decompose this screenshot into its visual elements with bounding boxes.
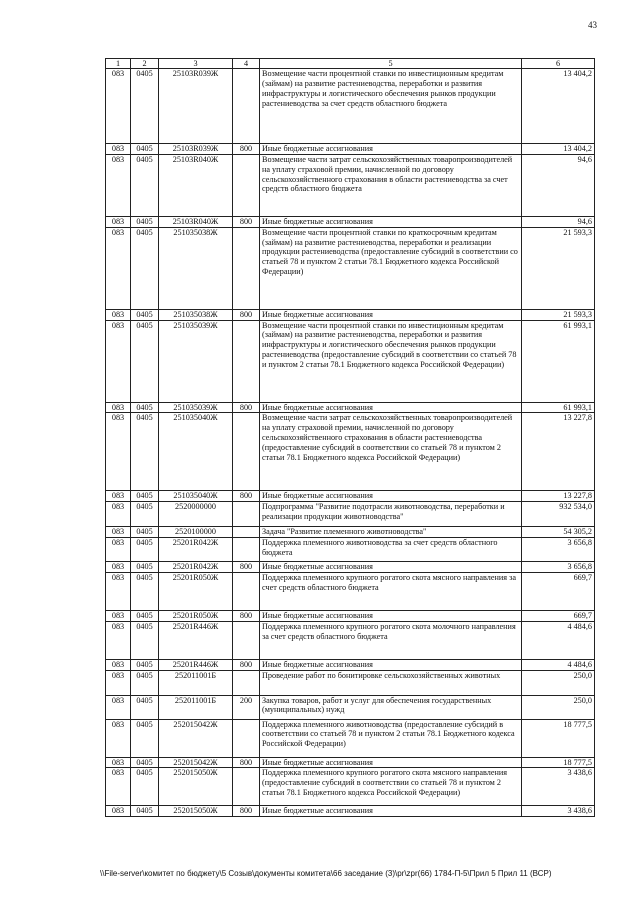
cell-description: Поддержка племенного животноводства (предоставление субсидий в соответствии со статьей 78 и пунктом 2 статьи 78.1 Бюджетного кодекса Российской Федерации) (260, 719, 522, 757)
cell-expense-type: 800 (233, 144, 260, 155)
cell-ministry-code: 083 (106, 806, 131, 817)
table-row (106, 562, 595, 573)
cell-section-code: 0405 (131, 320, 159, 402)
cell-description: Поддержка племенного крупного рогатого скота мясного направления (предоставление субсидий в соответствии со статьей 78 и пунктом 2 статьи 78.1 Бюджетного кодекса Российской Федерации) (260, 768, 522, 806)
cell-target-code: 25103R040Ж (159, 154, 233, 216)
cell-amount: 61 993,1 (522, 320, 595, 402)
table-row (106, 154, 595, 216)
cell-ministry-code: 083 (106, 154, 131, 216)
column-header: 3 (159, 59, 233, 69)
cell-target-code: 252015042Ж (159, 757, 233, 768)
cell-description: Поддержка племенного крупного рогатого скота мясного направления за счет средств областного бюджета (260, 572, 522, 610)
cell-target-code: 25201R050Ж (159, 572, 233, 610)
cell-section-code: 0405 (131, 757, 159, 768)
table-row (106, 216, 595, 227)
cell-amount: 61 993,1 (522, 402, 595, 413)
page-number: 43 (588, 20, 597, 30)
cell-ministry-code: 083 (106, 538, 131, 562)
cell-ministry-code: 083 (106, 621, 131, 659)
table-row (106, 670, 595, 695)
table-row (106, 695, 595, 719)
cell-expense-type: 800 (233, 562, 260, 573)
cell-section-code: 0405 (131, 768, 159, 806)
column-header: 2 (131, 59, 159, 69)
cell-ministry-code: 083 (106, 227, 131, 309)
budget-table (105, 58, 595, 817)
cell-section-code: 0405 (131, 719, 159, 757)
cell-amount: 250,0 (522, 695, 595, 719)
cell-amount: 669,7 (522, 610, 595, 621)
cell-expense-type: 200 (233, 695, 260, 719)
cell-section-code: 0405 (131, 402, 159, 413)
cell-target-code: 251035038Ж (159, 227, 233, 309)
cell-section-code: 0405 (131, 144, 159, 155)
cell-ministry-code: 083 (106, 527, 131, 538)
cell-expense-type: 800 (233, 491, 260, 502)
cell-section-code: 0405 (131, 69, 159, 144)
cell-description: Иные бюджетные ассигнования (260, 610, 522, 621)
cell-target-code: 25201R446Ж (159, 621, 233, 659)
cell-description: Иные бюджетные ассигнования (260, 144, 522, 155)
cell-section-code: 0405 (131, 538, 159, 562)
cell-description: Иные бюджетные ассигнования (260, 402, 522, 413)
cell-expense-type: 800 (233, 659, 260, 670)
cell-description: Иные бюджетные ассигнования (260, 491, 522, 502)
cell-section-code: 0405 (131, 610, 159, 621)
cell-target-code: 2520100000 (159, 527, 233, 538)
cell-target-code: 25103R039Ж (159, 144, 233, 155)
cell-amount: 21 593,3 (522, 227, 595, 309)
cell-section-code: 0405 (131, 670, 159, 695)
cell-description: Иные бюджетные ассигнования (260, 806, 522, 817)
table-row (106, 413, 595, 491)
table-row (106, 144, 595, 155)
cell-ministry-code: 083 (106, 562, 131, 573)
cell-expense-type: 800 (233, 757, 260, 768)
cell-description: Возмещение части затрат сельскохозяйственных товаропроизводителей на уплату страховой премии, начисленной по договору сельскохозяйственного страхования в области растениеводства за счет средств областного бюджета (260, 154, 522, 216)
cell-expense-type (233, 502, 260, 527)
cell-amount: 54 305,2 (522, 527, 595, 538)
cell-description: Возмещение части затрат сельскохозяйственных товаропроизводителей на уплату страховой премии, начисленной по договору сельскохозяйственного страхования в области растениеводства (предоставление субсидий в соответствии со статьей 78 и пунктом 2 статьи 78.1 Бюджетного кодекса Российской Федерации) (260, 413, 522, 491)
table-row (106, 757, 595, 768)
cell-expense-type: 800 (233, 309, 260, 320)
cell-section-code: 0405 (131, 695, 159, 719)
cell-target-code: 2520000000 (159, 502, 233, 527)
cell-target-code: 25201R042Ж (159, 538, 233, 562)
cell-ministry-code: 083 (106, 610, 131, 621)
cell-target-code: 25201R042Ж (159, 562, 233, 573)
cell-expense-type (233, 413, 260, 491)
cell-amount: 18 777,5 (522, 719, 595, 757)
cell-section-code: 0405 (131, 806, 159, 817)
table-header-row (106, 59, 595, 69)
cell-ministry-code: 083 (106, 402, 131, 413)
cell-amount: 3 438,6 (522, 768, 595, 806)
cell-section-code: 0405 (131, 659, 159, 670)
cell-ministry-code: 083 (106, 768, 131, 806)
column-header: 1 (106, 59, 131, 69)
table-row (106, 806, 595, 817)
cell-amount: 3 656,8 (522, 562, 595, 573)
cell-amount: 13 227,8 (522, 491, 595, 502)
cell-amount: 13 227,8 (522, 413, 595, 491)
cell-target-code: 251035039Ж (159, 402, 233, 413)
cell-section-code: 0405 (131, 154, 159, 216)
cell-target-code: 25201R446Ж (159, 659, 233, 670)
cell-target-code: 252015042Ж (159, 719, 233, 757)
table-row (106, 621, 595, 659)
cell-expense-type: 800 (233, 610, 260, 621)
cell-target-code: 251035039Ж (159, 320, 233, 402)
cell-expense-type (233, 572, 260, 610)
cell-amount: 250,0 (522, 670, 595, 695)
cell-ministry-code: 083 (106, 670, 131, 695)
cell-target-code: 252011001Б (159, 695, 233, 719)
cell-description: Поддержка племенного крупного рогатого скота молочного направления за счет средств областного бюджета (260, 621, 522, 659)
table-row (106, 572, 595, 610)
cell-target-code: 25201R050Ж (159, 610, 233, 621)
cell-expense-type: 800 (233, 402, 260, 413)
cell-amount: 4 484,6 (522, 621, 595, 659)
cell-expense-type: 800 (233, 216, 260, 227)
cell-ministry-code: 083 (106, 69, 131, 144)
cell-section-code: 0405 (131, 527, 159, 538)
cell-ministry-code: 083 (106, 309, 131, 320)
table-row (106, 610, 595, 621)
column-header: 5 (260, 59, 522, 69)
cell-ministry-code: 083 (106, 216, 131, 227)
cell-ministry-code: 083 (106, 757, 131, 768)
table-row (106, 659, 595, 670)
cell-description: Подпрограмма "Развитие подотрасли животноводства, переработки и реализации продукции животноводства" (260, 502, 522, 527)
cell-expense-type (233, 670, 260, 695)
cell-section-code: 0405 (131, 491, 159, 502)
column-header: 4 (233, 59, 260, 69)
cell-expense-type (233, 227, 260, 309)
cell-section-code: 0405 (131, 562, 159, 573)
cell-description: Задача "Развитие племенного животноводства" (260, 527, 522, 538)
cell-target-code: 252015050Ж (159, 806, 233, 817)
cell-ministry-code: 083 (106, 320, 131, 402)
cell-expense-type (233, 527, 260, 538)
cell-target-code: 252015050Ж (159, 768, 233, 806)
column-header: 6 (522, 59, 595, 69)
cell-target-code: 251035038Ж (159, 309, 233, 320)
cell-target-code: 251035040Ж (159, 413, 233, 491)
table-row (106, 527, 595, 538)
cell-expense-type (233, 69, 260, 144)
cell-section-code: 0405 (131, 227, 159, 309)
table-row (106, 491, 595, 502)
table-row (106, 69, 595, 144)
table-row (106, 402, 595, 413)
cell-expense-type (233, 538, 260, 562)
cell-target-code: 25103R040Ж (159, 216, 233, 227)
cell-amount: 13 404,2 (522, 69, 595, 144)
cell-ministry-code: 083 (106, 502, 131, 527)
table-row (106, 768, 595, 806)
cell-expense-type (233, 320, 260, 402)
cell-ministry-code: 083 (106, 695, 131, 719)
cell-section-code: 0405 (131, 502, 159, 527)
cell-section-code: 0405 (131, 309, 159, 320)
cell-amount: 3 438,6 (522, 806, 595, 817)
cell-description: Поддержка племенного животноводства за счет средств областного бюджета (260, 538, 522, 562)
table-row (106, 320, 595, 402)
cell-target-code: 252011001Б (159, 670, 233, 695)
table-row (106, 309, 595, 320)
footer-file-path: \\File-server\комитет по бюджету\5 Созыв\документы комитета\66 заседание (3)\pr\zpr(66) 1784-П-5\Прил 5 Прил 11 (ВСР) (100, 869, 552, 878)
cell-target-code: 251035040Ж (159, 491, 233, 502)
cell-amount: 18 777,5 (522, 757, 595, 768)
cell-description: Иные бюджетные ассигнования (260, 659, 522, 670)
cell-amount: 94,6 (522, 216, 595, 227)
cell-description: Возмещение части процентной ставки по инвестиционным кредитам (займам) на развитие растениеводства, переработки и развития инфраструктуры и логистического обеспечения рынков продукции растениеводства (предоставление субсидий в соответствии со статьей 78 и пунктом 2 статьи 78.1 Бюджетного кодекса Российской Федерации) (260, 320, 522, 402)
table-row (106, 538, 595, 562)
cell-section-code: 0405 (131, 621, 159, 659)
cell-description: Иные бюджетные ассигнования (260, 216, 522, 227)
cell-ministry-code: 083 (106, 144, 131, 155)
cell-target-code: 25103R039Ж (159, 69, 233, 144)
cell-section-code: 0405 (131, 572, 159, 610)
cell-amount: 932 534,0 (522, 502, 595, 527)
cell-amount: 94,6 (522, 154, 595, 216)
cell-amount: 4 484,6 (522, 659, 595, 670)
cell-amount: 13 404,2 (522, 144, 595, 155)
table-row (106, 227, 595, 309)
cell-amount: 3 656,8 (522, 538, 595, 562)
cell-description: Возмещение части процентной ставки по инвестиционным кредитам (займам) на развитие растениеводства, переработки и развития инфраструктуры и логистического обеспечения рынков продукции растениеводства за счет средств областного бюджета (260, 69, 522, 144)
table-row (106, 502, 595, 527)
cell-expense-type (233, 719, 260, 757)
cell-amount: 669,7 (522, 572, 595, 610)
cell-description: Возмещение части процентной ставки по краткосрочным кредитам (займам) на развитие растениеводства, переработки и реализации продукции растениеводства (предоставление субсидий в соответствии со статьей 78 и пунктом 2 статьи 78.1 Бюджетного кодекса Российской Федерации) (260, 227, 522, 309)
cell-ministry-code: 083 (106, 719, 131, 757)
cell-ministry-code: 083 (106, 659, 131, 670)
table-row (106, 719, 595, 757)
cell-section-code: 0405 (131, 413, 159, 491)
cell-amount: 21 593,3 (522, 309, 595, 320)
cell-ministry-code: 083 (106, 413, 131, 491)
cell-expense-type: 800 (233, 806, 260, 817)
cell-description: Проведение работ по бонитировке сельскохозяйственных животных (260, 670, 522, 695)
cell-expense-type (233, 621, 260, 659)
cell-expense-type (233, 768, 260, 806)
cell-description: Иные бюджетные ассигнования (260, 309, 522, 320)
table-body (106, 69, 595, 817)
cell-description: Иные бюджетные ассигнования (260, 757, 522, 768)
cell-description: Закупка товаров, работ и услуг для обеспечения государственных (муниципальных) нужд (260, 695, 522, 719)
cell-ministry-code: 083 (106, 491, 131, 502)
cell-section-code: 0405 (131, 216, 159, 227)
cell-ministry-code: 083 (106, 572, 131, 610)
cell-expense-type (233, 154, 260, 216)
cell-description: Иные бюджетные ассигнования (260, 562, 522, 573)
